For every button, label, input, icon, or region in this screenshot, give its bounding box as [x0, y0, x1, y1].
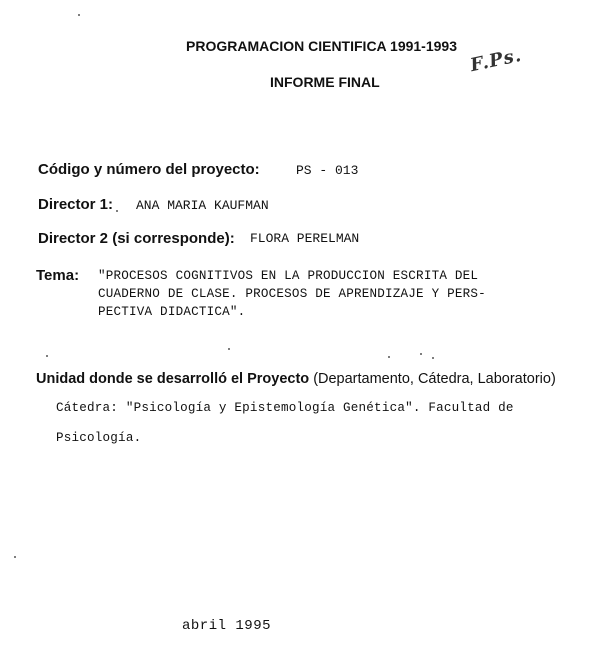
tema-label: Tema: — [36, 267, 80, 284]
unidad-line: Psicología. — [56, 431, 142, 445]
tema-line: PECTIVA DIDACTICA". — [98, 305, 246, 319]
scan-speck — [78, 14, 80, 16]
unidad-label-bold: Unidad donde se desarrolló el Proyecto — [36, 371, 310, 387]
tema-line: CUADERNO DE CLASE. PROCESOS DE APRENDIZAJE Y PERS- — [98, 287, 486, 301]
director2-value: FLORA PERELMAN — [250, 231, 360, 246]
document-subtitle: INFORME FINAL — [270, 74, 380, 90]
tema-line: "PROCESOS COGNITIVOS EN LA PRODUCCION ESCRITA DEL — [98, 269, 479, 283]
document-title: PROGRAMACION CIENTIFICA 1991-1993 — [186, 38, 457, 54]
scan-speck — [116, 210, 118, 212]
unidad-label — [36, 371, 556, 387]
scan-speck — [14, 556, 16, 558]
unidad-label-plain: (Departamento, Cátedra, Laboratorio) — [313, 371, 556, 387]
director2-label: Director 2 (si corresponde): — [38, 230, 235, 247]
director1-value: ANA MARIA KAUFMAN — [136, 198, 269, 213]
project-code-label: Código y número del proyecto: — [38, 161, 260, 178]
scan-speck — [432, 357, 434, 359]
director1-label: Director 1: — [38, 196, 114, 213]
scan-speck — [420, 353, 422, 355]
scan-speck — [228, 348, 230, 350]
project-code-value: PS - 013 — [296, 163, 359, 178]
scan-speck — [388, 356, 390, 358]
scan-speck — [46, 355, 48, 357]
unidad-line: Cátedra: "Psicología y Epistemología Genética". Facultad de — [56, 401, 514, 415]
document-date: abril 1995 — [182, 618, 272, 634]
stamp-mark: F.Ps. — [468, 44, 524, 77]
unidad-text — [56, 393, 576, 453]
tema-text — [98, 267, 538, 321]
